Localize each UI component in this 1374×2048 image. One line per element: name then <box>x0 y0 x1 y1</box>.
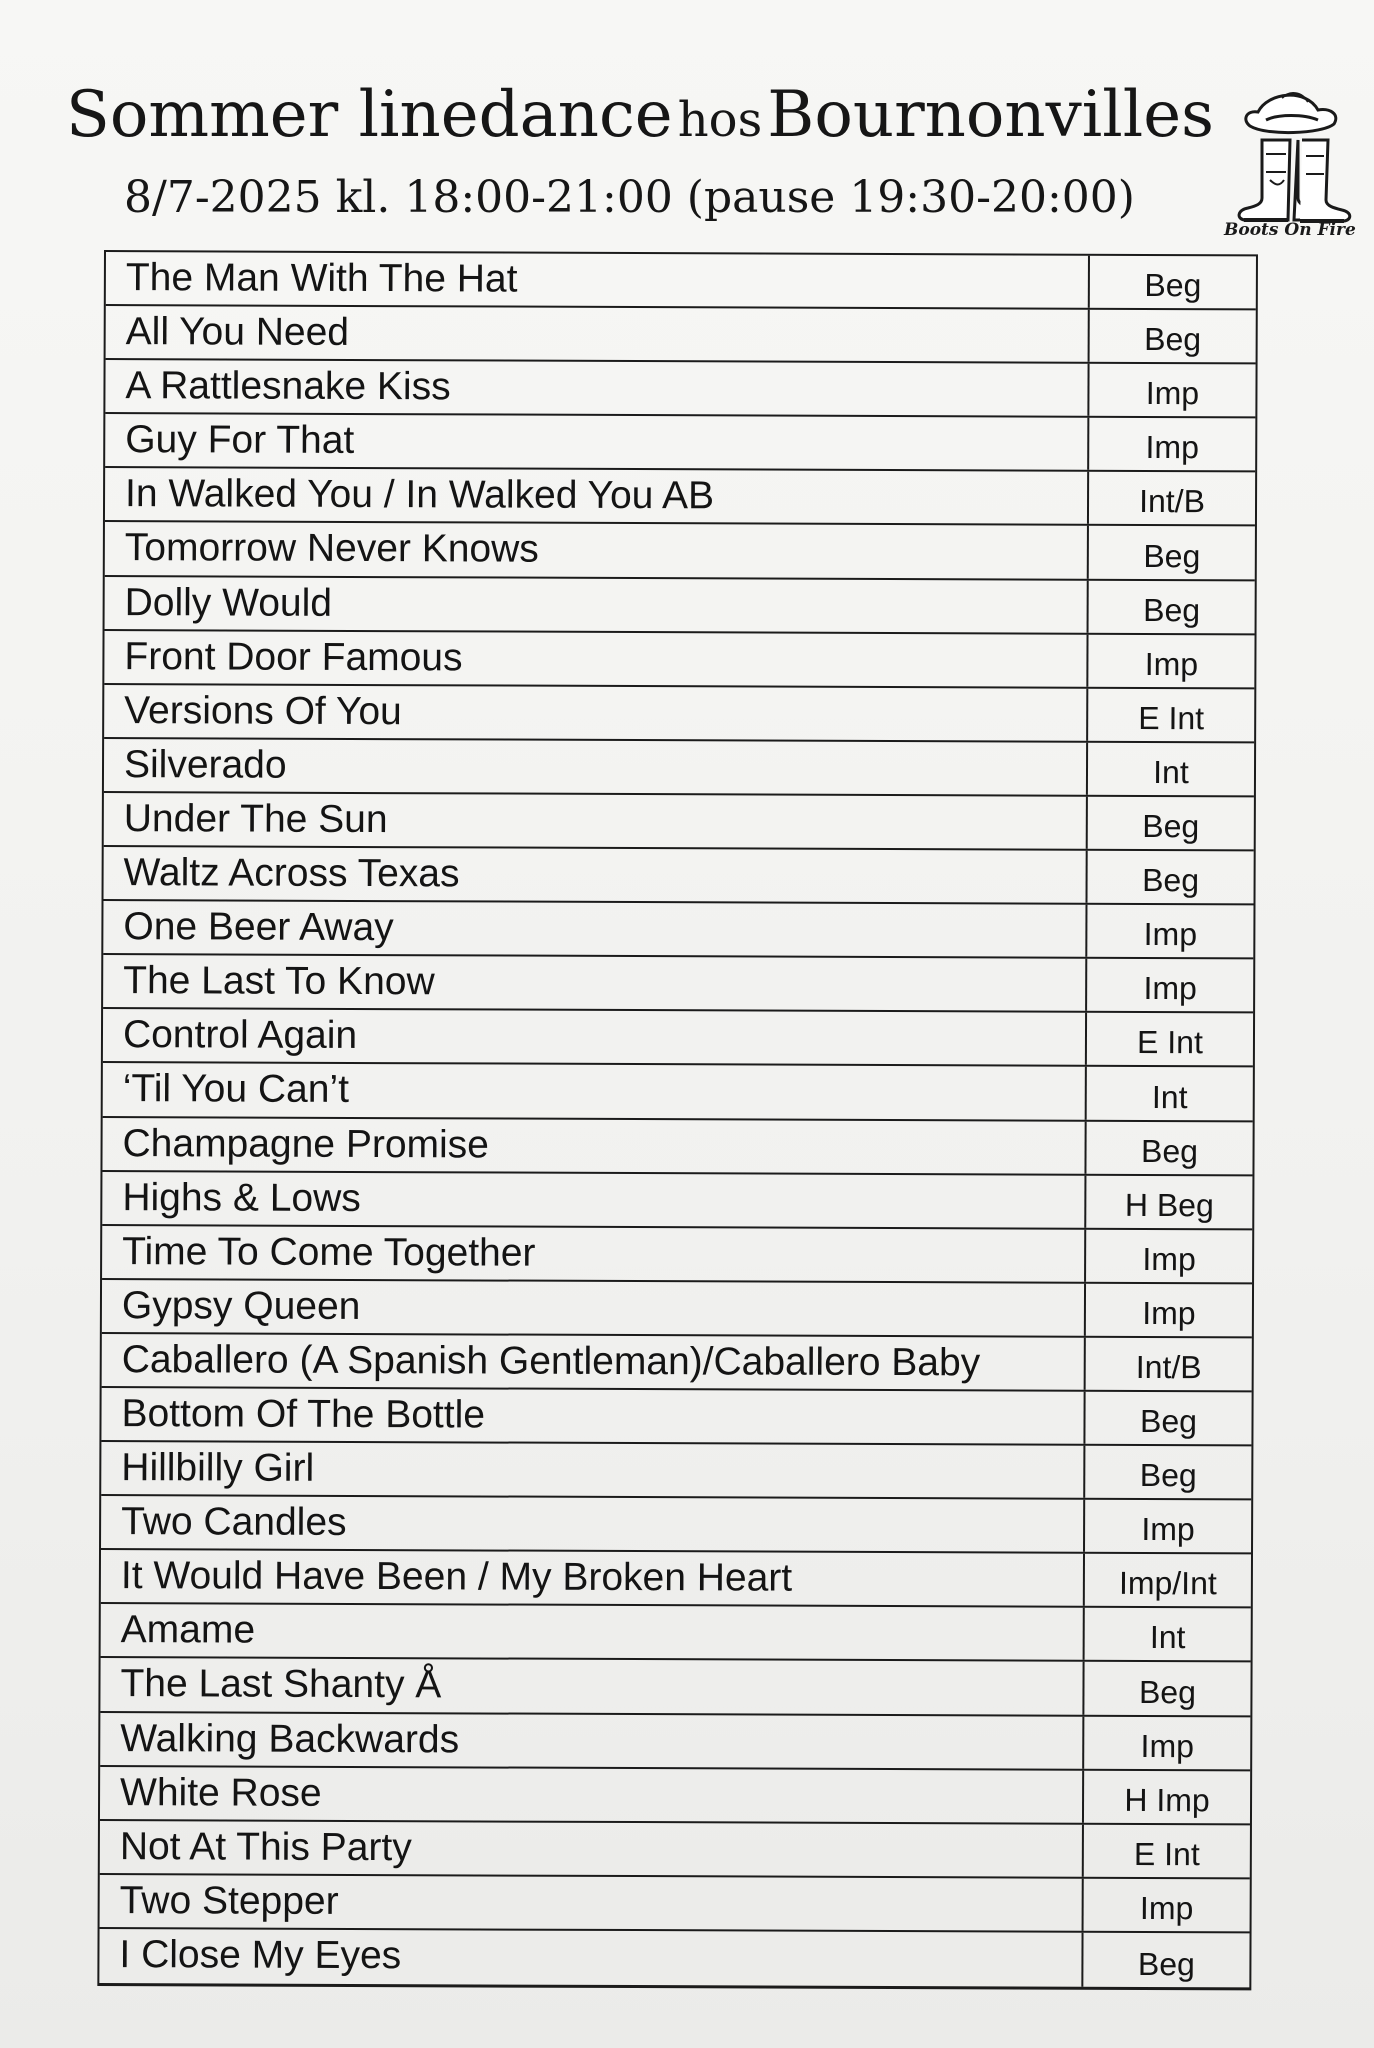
table-row <box>106 306 1256 365</box>
dance-level: Beg <box>1139 1457 1197 1494</box>
dance-level: Imp <box>1145 375 1200 412</box>
dance-name: A Rattlesnake Kiss <box>105 360 1089 416</box>
table-row <box>102 1118 1252 1177</box>
dance-level: Beg <box>1141 1132 1199 1169</box>
table-row <box>102 1280 1252 1339</box>
dance-name: The Last To Know <box>103 955 1087 1011</box>
table-row <box>103 901 1253 960</box>
dance-level: Imp <box>1144 645 1199 682</box>
dance-name: Two Candles <box>101 1496 1085 1552</box>
dance-level: Beg <box>1142 862 1200 899</box>
dance-name: The Man With The Hat <box>106 252 1090 308</box>
dance-level: Imp <box>1139 1889 1194 1927</box>
dance-name: Control Again <box>103 1009 1087 1065</box>
dance-level: Imp <box>1142 1294 1196 1332</box>
dance-level: H Imp <box>1124 1781 1210 1818</box>
dance-level: E Int <box>1136 1024 1203 1061</box>
table-row <box>103 1009 1253 1068</box>
dance-level: Beg <box>1144 321 1202 358</box>
dance-level: Beg <box>1143 537 1201 574</box>
dance-name: One Beer Away <box>103 901 1087 957</box>
dance-name: The Last Shanty Å <box>100 1658 1084 1714</box>
dance-name: Two Stepper <box>100 1875 1084 1931</box>
table-row <box>100 1821 1250 1880</box>
dance-name: Silverado <box>104 739 1088 795</box>
table-row <box>101 1550 1251 1609</box>
table-row <box>101 1388 1251 1447</box>
table-row <box>100 1875 1250 1934</box>
dance-level: Imp <box>1142 1240 1196 1277</box>
table-row <box>103 1063 1253 1122</box>
page-title <box>66 78 1226 152</box>
table-row <box>105 360 1255 419</box>
dance-name: Caballero (A Spanish Gentleman)/Caballero Baby <box>102 1334 1086 1390</box>
table-row <box>100 1767 1250 1826</box>
table-row <box>105 522 1255 581</box>
table-row <box>102 1172 1252 1231</box>
table-row <box>105 414 1255 473</box>
logo-caption: Boots On Fire <box>1224 220 1356 240</box>
dance-name: Amame <box>101 1604 1085 1660</box>
dance-name: Highs & Lows <box>102 1172 1086 1228</box>
table-row <box>101 1604 1251 1663</box>
dance-level: Imp <box>1145 429 1199 466</box>
dance-level: Int <box>1149 1619 1186 1656</box>
table-row <box>104 793 1254 852</box>
dance-name: Under The Sun <box>104 793 1088 849</box>
dance-level: Imp/Int <box>1118 1565 1217 1602</box>
dance-name: Waltz Across Texas <box>104 847 1088 903</box>
dance-name: Versions Of You <box>104 685 1088 741</box>
table-row <box>102 1334 1252 1393</box>
dance-name: ‘Til You Can’t <box>103 1063 1087 1119</box>
dance-name: Not At This Party <box>100 1821 1084 1877</box>
table-row <box>100 1658 1250 1717</box>
dance-level: Beg <box>1138 1673 1197 1710</box>
dance-level: Beg <box>1139 1403 1198 1440</box>
dance-name: White Rose <box>100 1767 1084 1823</box>
dance-name: Gypsy Queen <box>102 1280 1086 1336</box>
table-row <box>103 955 1253 1014</box>
event-date-time: 8/7-2025 kl. 18:00-21:00 (pause 19:30-20:00) <box>124 172 1135 223</box>
table-row <box>105 468 1255 527</box>
table-row <box>104 631 1254 690</box>
dance-name: It Would Have Been / My Broken Heart <box>101 1550 1085 1606</box>
table-row <box>103 847 1253 906</box>
dance-name: Champagne Promise <box>102 1118 1086 1174</box>
dance-level: Imp <box>1143 916 1198 953</box>
dance-level: Beg <box>1144 267 1202 304</box>
dance-level: Beg <box>1143 591 1201 628</box>
dance-level: H Beg <box>1124 1186 1214 1223</box>
dance-level: Int/B <box>1139 483 1206 520</box>
dance-name: All You Need <box>106 306 1090 362</box>
dance-level: Int <box>1153 753 1189 791</box>
dance-level: E Int <box>1133 1835 1200 1873</box>
dance-list-table <box>97 250 1258 1990</box>
dance-level: Beg <box>1142 808 1200 845</box>
table-row <box>104 739 1254 798</box>
table-row <box>99 1929 1249 1988</box>
table-row <box>101 1496 1251 1555</box>
dance-name: Guy For That <box>105 414 1089 470</box>
table-row <box>106 252 1256 311</box>
table-row <box>100 1713 1250 1772</box>
dance-name: Walking Backwards <box>100 1713 1084 1769</box>
dance-name: Tomorrow Never Knows <box>105 522 1089 578</box>
table-row <box>105 577 1255 636</box>
dance-name: I Close My Eyes <box>99 1929 1083 1987</box>
dance-name: Bottom Of The Bottle <box>101 1388 1085 1444</box>
table-row <box>104 685 1254 744</box>
dance-name: In Walked You / In Walked You AB <box>105 468 1089 524</box>
title-venue: Bournonvilles <box>767 78 1214 152</box>
dance-name: Front Door Famous <box>104 631 1088 687</box>
dance-level: Int/B <box>1135 1348 1202 1386</box>
title-connector: hos <box>677 92 763 148</box>
table-row <box>101 1442 1251 1501</box>
dance-level: E Int <box>1138 699 1205 737</box>
dance-level: Imp <box>1143 970 1197 1007</box>
table-row <box>102 1226 1252 1285</box>
dance-name: Dolly Would <box>105 577 1089 633</box>
title-main: Sommer linedance <box>66 78 673 152</box>
dance-name: Hillbilly Girl <box>101 1442 1085 1498</box>
dance-level: Imp <box>1140 1727 1195 1764</box>
dance-name: Time To Come Together <box>102 1226 1086 1282</box>
dance-level: Beg <box>1137 1945 1195 1983</box>
dance-level: Int <box>1151 1078 1188 1115</box>
dance-level: Imp <box>1141 1511 1195 1548</box>
